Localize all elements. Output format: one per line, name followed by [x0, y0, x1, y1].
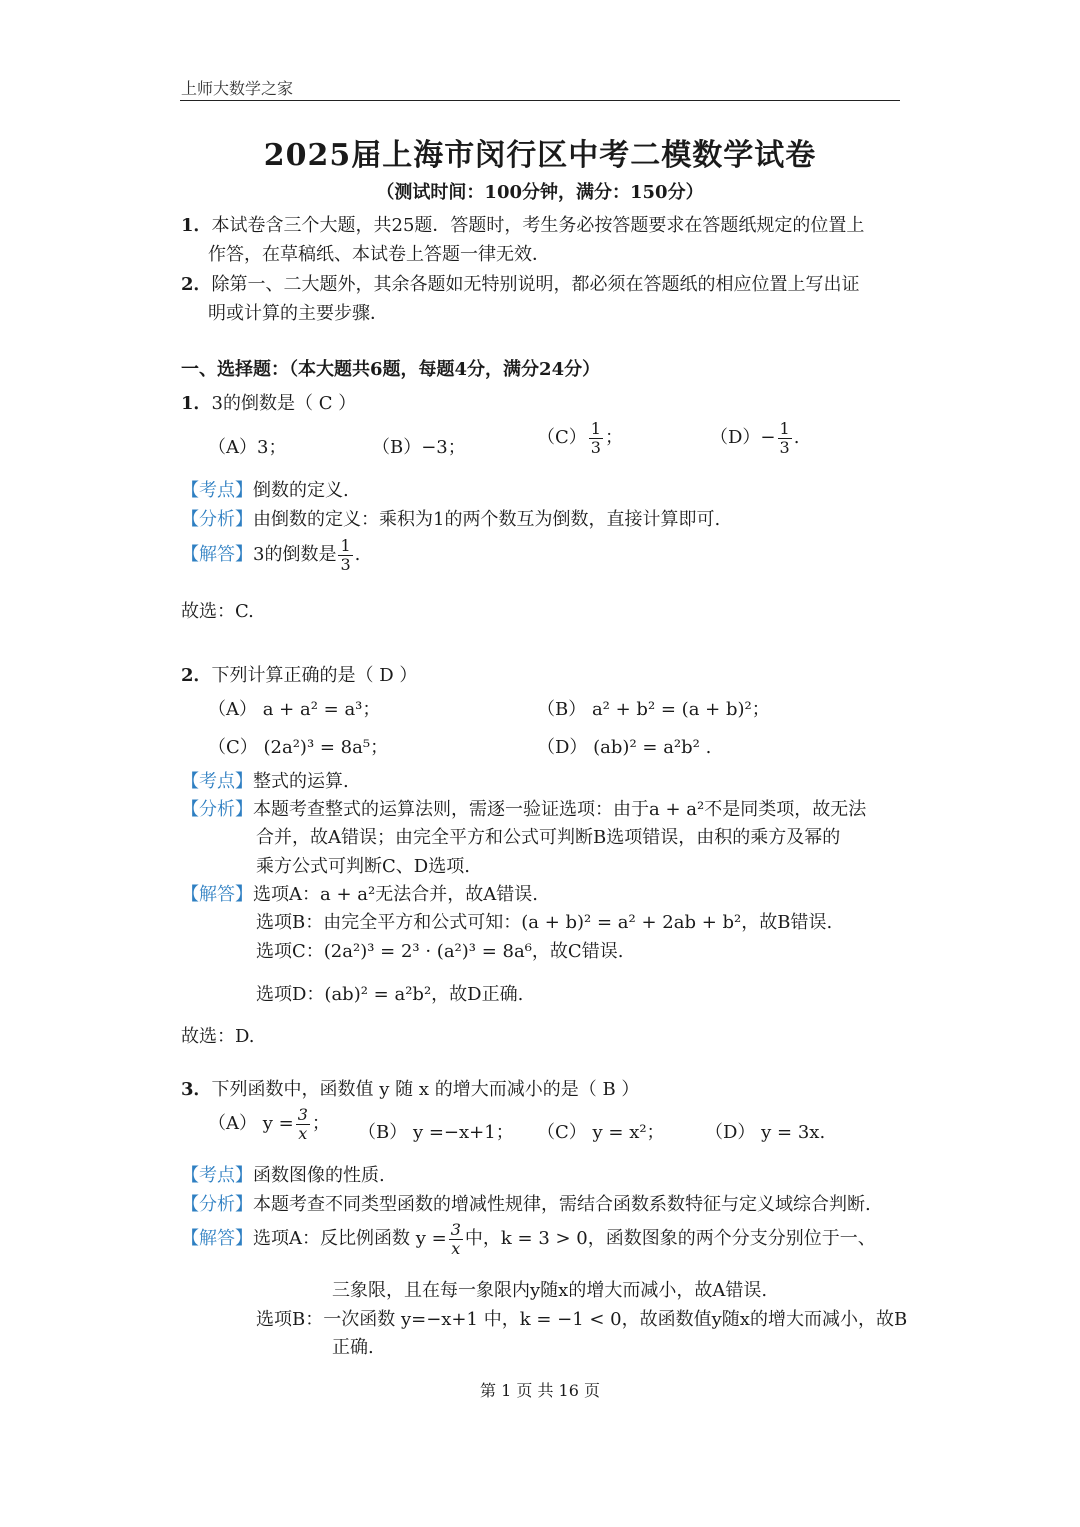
header-rule	[180, 100, 900, 101]
question-1	[181, 389, 356, 415]
page-footer: 第 1 页 共 16 页	[480, 1381, 600, 1400]
q2-answer: 故选：D.	[181, 1026, 255, 1047]
numerator: 3	[450, 1220, 461, 1239]
q2-fenxi-line3: 乘方公式可判断C、D选项.	[256, 856, 470, 877]
q3-jieda-b: 选项B：一次函数 y=−x+1 中，k = −1 < 0，故函数值y随x的增大而减小，故B	[256, 1309, 908, 1330]
instruction-2	[181, 270, 860, 296]
numerator: 1	[340, 536, 351, 555]
q2-option-b: （B） a² + b² = (a + b)²；	[537, 699, 770, 720]
jieda-text: 3的倒数是	[253, 544, 337, 566]
tag-jieda: 【解答】	[181, 1228, 253, 1250]
q2-option-a: （A） a + a² = a³；	[208, 699, 381, 720]
question-number: 2．	[181, 665, 212, 686]
question-stem: 3的倒数是（ C ）	[211, 393, 357, 414]
q1-option-b: （B）−3；	[372, 437, 466, 458]
question-3	[181, 1075, 639, 1101]
option-label: （A） y =	[208, 1113, 294, 1135]
q2-fenxi	[181, 795, 866, 821]
q1-jieda	[181, 537, 360, 573]
q1-answer: 故选：C.	[181, 601, 254, 622]
q3-option-b: （B） y =−x+1；	[358, 1122, 514, 1143]
jieda-tail: .	[354, 544, 361, 566]
tag-fenxi: 【分析】	[181, 799, 253, 820]
q1-fenxi	[181, 505, 720, 531]
denominator: 3	[779, 437, 790, 457]
fraction	[338, 537, 352, 573]
q2-jieda	[181, 880, 538, 906]
tag-fenxi: 【分析】	[181, 509, 253, 530]
kaodian-text: 整式的运算.	[253, 771, 349, 792]
header-site: 上师大数学之家	[181, 79, 294, 98]
q2-jieda-d: 选项D：(ab)² = a²b²，故D正确.	[256, 984, 524, 1005]
q3-kaodian	[181, 1161, 385, 1187]
q3-option-c: （C） y = x²；	[537, 1122, 665, 1143]
q3-option-a	[208, 1106, 330, 1142]
jieda-text-cont: 中，k = 3 > 0，函数图象的两个分支分别位于一、	[464, 1228, 876, 1250]
q2-option-d: （D） (ab)² = a²b² .	[537, 737, 712, 758]
question-number: 3．	[181, 1079, 212, 1100]
q3-fenxi	[181, 1190, 871, 1216]
kaodian-text: 倒数的定义.	[253, 480, 349, 501]
denominator: 3	[340, 554, 351, 574]
q2-fenxi-line2: 合并，故A错误；由完全平方和公式可判断B选项错误，由积的乘方及幂的	[256, 827, 841, 848]
instruction-text: 本试卷含三个大题，共25题．答题时，考生务必按答题要求在答题纸规定的位置上	[211, 215, 865, 236]
instruction-1-cont: 作答，在草稿纸、本试卷上答题一律无效．	[208, 244, 550, 265]
option-tail: ；	[311, 1113, 330, 1135]
option-label: （C）	[537, 427, 587, 449]
section-heading: 一、选择题：（本大题共6题，每题4分，满分24分）	[181, 359, 601, 380]
option-label: （D）−	[710, 427, 776, 449]
tag-jieda: 【解答】	[181, 544, 253, 566]
tag-kaodian: 【考点】	[181, 480, 253, 501]
q3-jieda-b-cont: 正确.	[332, 1337, 374, 1358]
instruction-number: 1．	[181, 215, 212, 236]
option-tail: ；	[604, 427, 623, 449]
q2-jieda-c: 选项C：(2a²)³ = 2³ · (a²)³ = 8a⁶，故C错误.	[256, 941, 624, 962]
q2-option-c: （C） (2a²)³ = 8a⁵；	[208, 737, 389, 758]
q1-option-c	[537, 420, 623, 456]
instruction-text: 除第一、二大题外，其余各题如无特别说明，都必须在答题纸的相应位置上写出证	[211, 274, 860, 295]
q3-jieda-line2: 三象限，且在每一象限内y随x的增大而减小，故A错误.	[332, 1280, 768, 1301]
question-number: 1．	[181, 393, 212, 414]
fenxi-text: 本题考查整式的运算法则，需逐一验证选项：由于a + a²不是同类项，故无法	[253, 799, 867, 820]
instruction-number: 2．	[181, 274, 212, 295]
numerator: 1	[779, 419, 790, 438]
question-stem: 下列函数中，函数值 y 随 x 的增大而减小的是（ B ）	[211, 1079, 640, 1100]
denominator: x	[451, 1238, 461, 1258]
fraction	[778, 420, 792, 456]
q2-jieda-b: 选项B：由完全平方和公式可知：(a + b)² = a² + 2ab + b²，故B错误.	[256, 912, 833, 933]
fenxi-text: 由倒数的定义：乘积为1的两个数互为倒数，直接计算即可.	[253, 509, 721, 530]
numerator: 3	[297, 1105, 308, 1124]
q1-kaodian	[181, 476, 349, 502]
page-subtitle: （测试时间：100分钟，满分：150分）	[376, 182, 704, 203]
denominator: x	[298, 1123, 308, 1143]
fraction	[449, 1221, 463, 1257]
tag-kaodian: 【考点】	[181, 771, 253, 792]
jieda-text: 选项A：a + a²无法合并，故A错误.	[253, 884, 538, 905]
tag-jieda: 【解答】	[181, 884, 253, 905]
q3-jieda	[181, 1221, 876, 1257]
page-title: 2025届上海市闵行区中考二模数学试卷	[263, 138, 817, 173]
q1-option-d	[710, 420, 799, 456]
q3-option-d: （D） y = 3x.	[705, 1122, 826, 1143]
question-2	[181, 661, 417, 687]
kaodian-text: 函数图像的性质.	[253, 1165, 385, 1186]
instruction-2-cont: 明或计算的主要步骤．	[208, 303, 388, 324]
q1-option-a: （A）3；	[208, 437, 287, 458]
fenxi-text: 本题考查不同类型函数的增减性规律，需结合函数系数特征与定义域综合判断.	[253, 1194, 871, 1215]
fraction	[589, 420, 603, 456]
denominator: 3	[590, 437, 601, 457]
option-tail: .	[793, 427, 800, 449]
fraction	[296, 1106, 310, 1142]
jieda-text: 选项A：反比例函数 y =	[253, 1228, 447, 1250]
q2-kaodian	[181, 767, 349, 793]
tag-kaodian: 【考点】	[181, 1165, 253, 1186]
tag-fenxi: 【分析】	[181, 1194, 253, 1215]
instruction-1	[181, 211, 864, 237]
question-stem: 下列计算正确的是（ D ）	[211, 665, 418, 686]
numerator: 1	[590, 419, 601, 438]
